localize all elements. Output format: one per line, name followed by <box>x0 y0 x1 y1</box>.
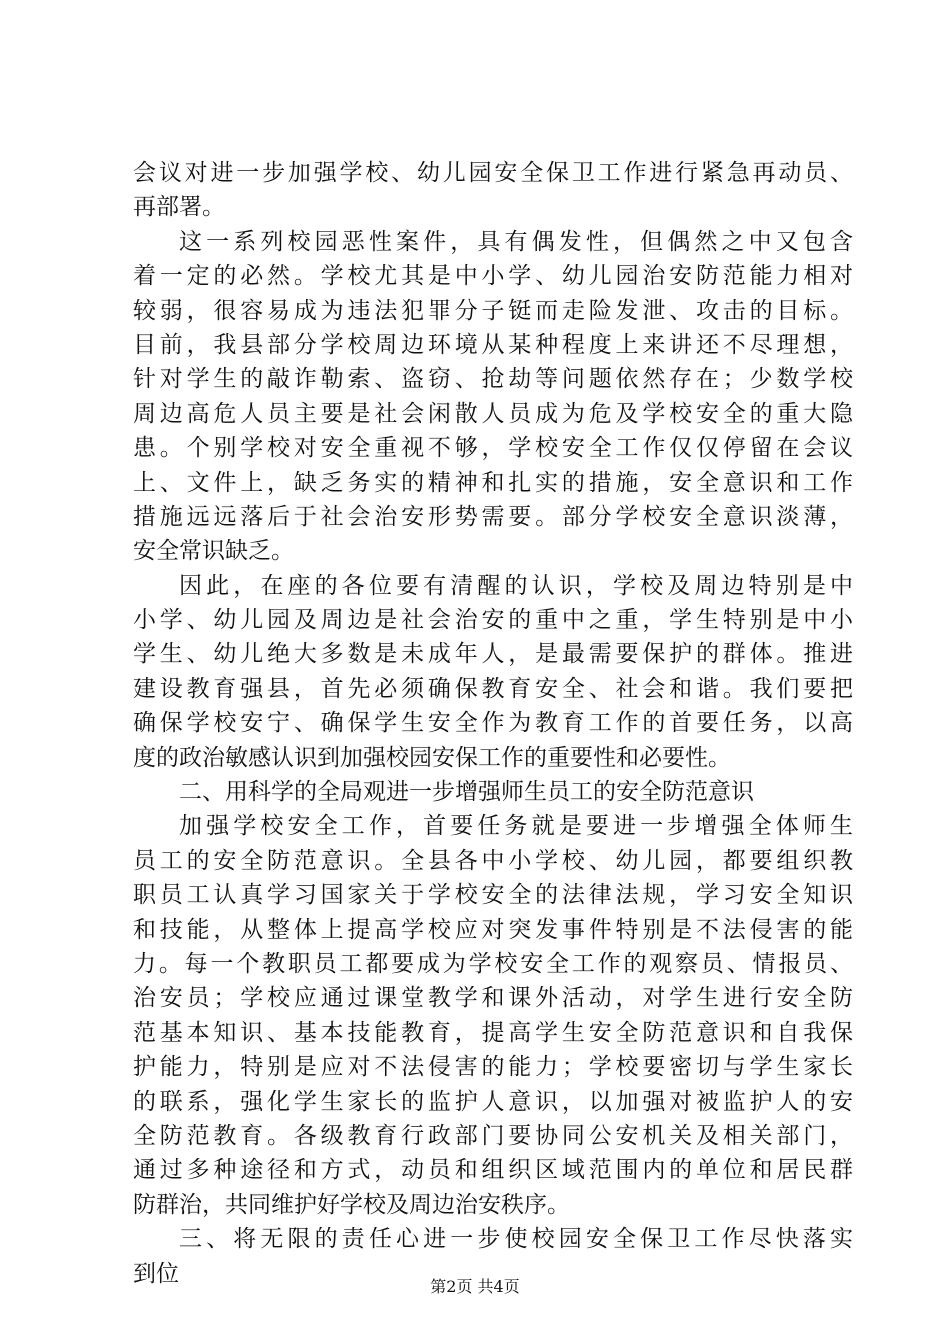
text-line: 针对学生的敲诈勒索、盗窃、抢劫等问题依然存在；少数学校 <box>133 366 853 393</box>
text-line: 的联系，强化学生家长的监护人意识，以加强对被监护人的安 <box>133 1088 853 1115</box>
page-number: 第2页 共4页 <box>430 1277 520 1296</box>
text-line: 措施远远落后于社会治安形势需要。部分学校安全意识淡薄， <box>133 503 853 530</box>
text-line: 周边高危人员主要是社会闲散人员成为危及学校安全的重大隐 <box>133 400 853 427</box>
paragraph-start-line: 因此，在座的各位要有清醒的认识，学校及周边特别是中 <box>179 572 853 599</box>
text-line: 上、文件上，缺乏务实的精神和扎实的措施，安全意识和工作 <box>133 469 853 496</box>
text-line: 小学、幼儿园及周边是社会治安的重中之重，学生特别是中小 <box>133 607 853 634</box>
text-line: 范基本知识、基本技能教育，提高学生安全防范意识和自我保 <box>133 1019 853 1046</box>
text-line: 治安员；学校应通过课堂教学和课外活动，对学生进行安全防 <box>133 985 853 1012</box>
text-line: 再部署。 <box>133 194 225 221</box>
text-line: 学生、幼儿绝大多数是未成年人，是最需要保护的群体。推进 <box>133 641 853 668</box>
text-line: 力。每一个教职员工都要成为学校安全工作的观察员、情报员、 <box>133 950 853 977</box>
text-line: 会议对进一步加强学校、幼儿园安全保卫工作进行紧急再动员、 <box>133 160 853 186</box>
text-line: 护能力，特别是应对不法侵害的能力；学校要密切与学生家长 <box>133 1054 853 1081</box>
text-line: 全防范教育。各级教育行政部门要协同公安机关及相关部门， <box>133 1122 853 1149</box>
paragraph-start-line: 这一系列校园恶性案件，具有偶发性，但偶然之中又包含 <box>179 228 853 255</box>
section-heading-continuation: 到位 <box>133 1260 179 1287</box>
text-line: 和技能，从整体上提高学校应对突发事件特别是不法侵害的能 <box>133 916 853 943</box>
document-body <box>133 156 853 1291</box>
paragraph-start-line: 加强学校安全工作，首要任务就是要进一步增强全体师生 <box>179 813 853 840</box>
text-line: 患。个别学校对安全重视不够，学校安全工作仅仅停留在会议 <box>133 435 853 462</box>
section-heading: 三、将无限的责任心进一步使校园安全保卫工作尽快落实 <box>179 1226 853 1253</box>
text-line: 着一定的必然。学校尤其是中小学、幼儿园治安防范能力相对 <box>133 263 853 290</box>
text-line: 防群治，共同维护好学校及周边治安秩序。 <box>133 1191 570 1218</box>
section-heading: 二、用科学的全局观进一步增强师生员工的安全防范意识 <box>179 779 754 806</box>
text-line: 安全常识缺乏。 <box>133 538 294 565</box>
text-line: 通过多种途径和方式，动员和组织区域范围内的单位和居民群 <box>133 1157 853 1184</box>
text-line: 确保学校安宁、确保学生安全作为教育工作的首要任务，以高 <box>133 710 853 737</box>
text-line: 较弱，很容易成为违法犯罪分子铤而走险发泄、攻击的目标。 <box>133 297 853 324</box>
text-line: 职员工认真学习国家关于学校安全的法律法规，学习安全知识 <box>133 882 853 909</box>
text-line: 目前，我县部分学校周边环境从某种程度上来讲还不尽理想， <box>133 331 853 358</box>
text-line: 员工的安全防范意识。全县各中小学校、幼儿园，都要组织教 <box>133 847 853 874</box>
text-line: 建设教育强县，首先必须确保教育安全、社会和谐。我们要把 <box>133 675 853 702</box>
text-line: 度的政治敏感认识到加强校园安保工作的重要性和必要性。 <box>133 744 731 771</box>
